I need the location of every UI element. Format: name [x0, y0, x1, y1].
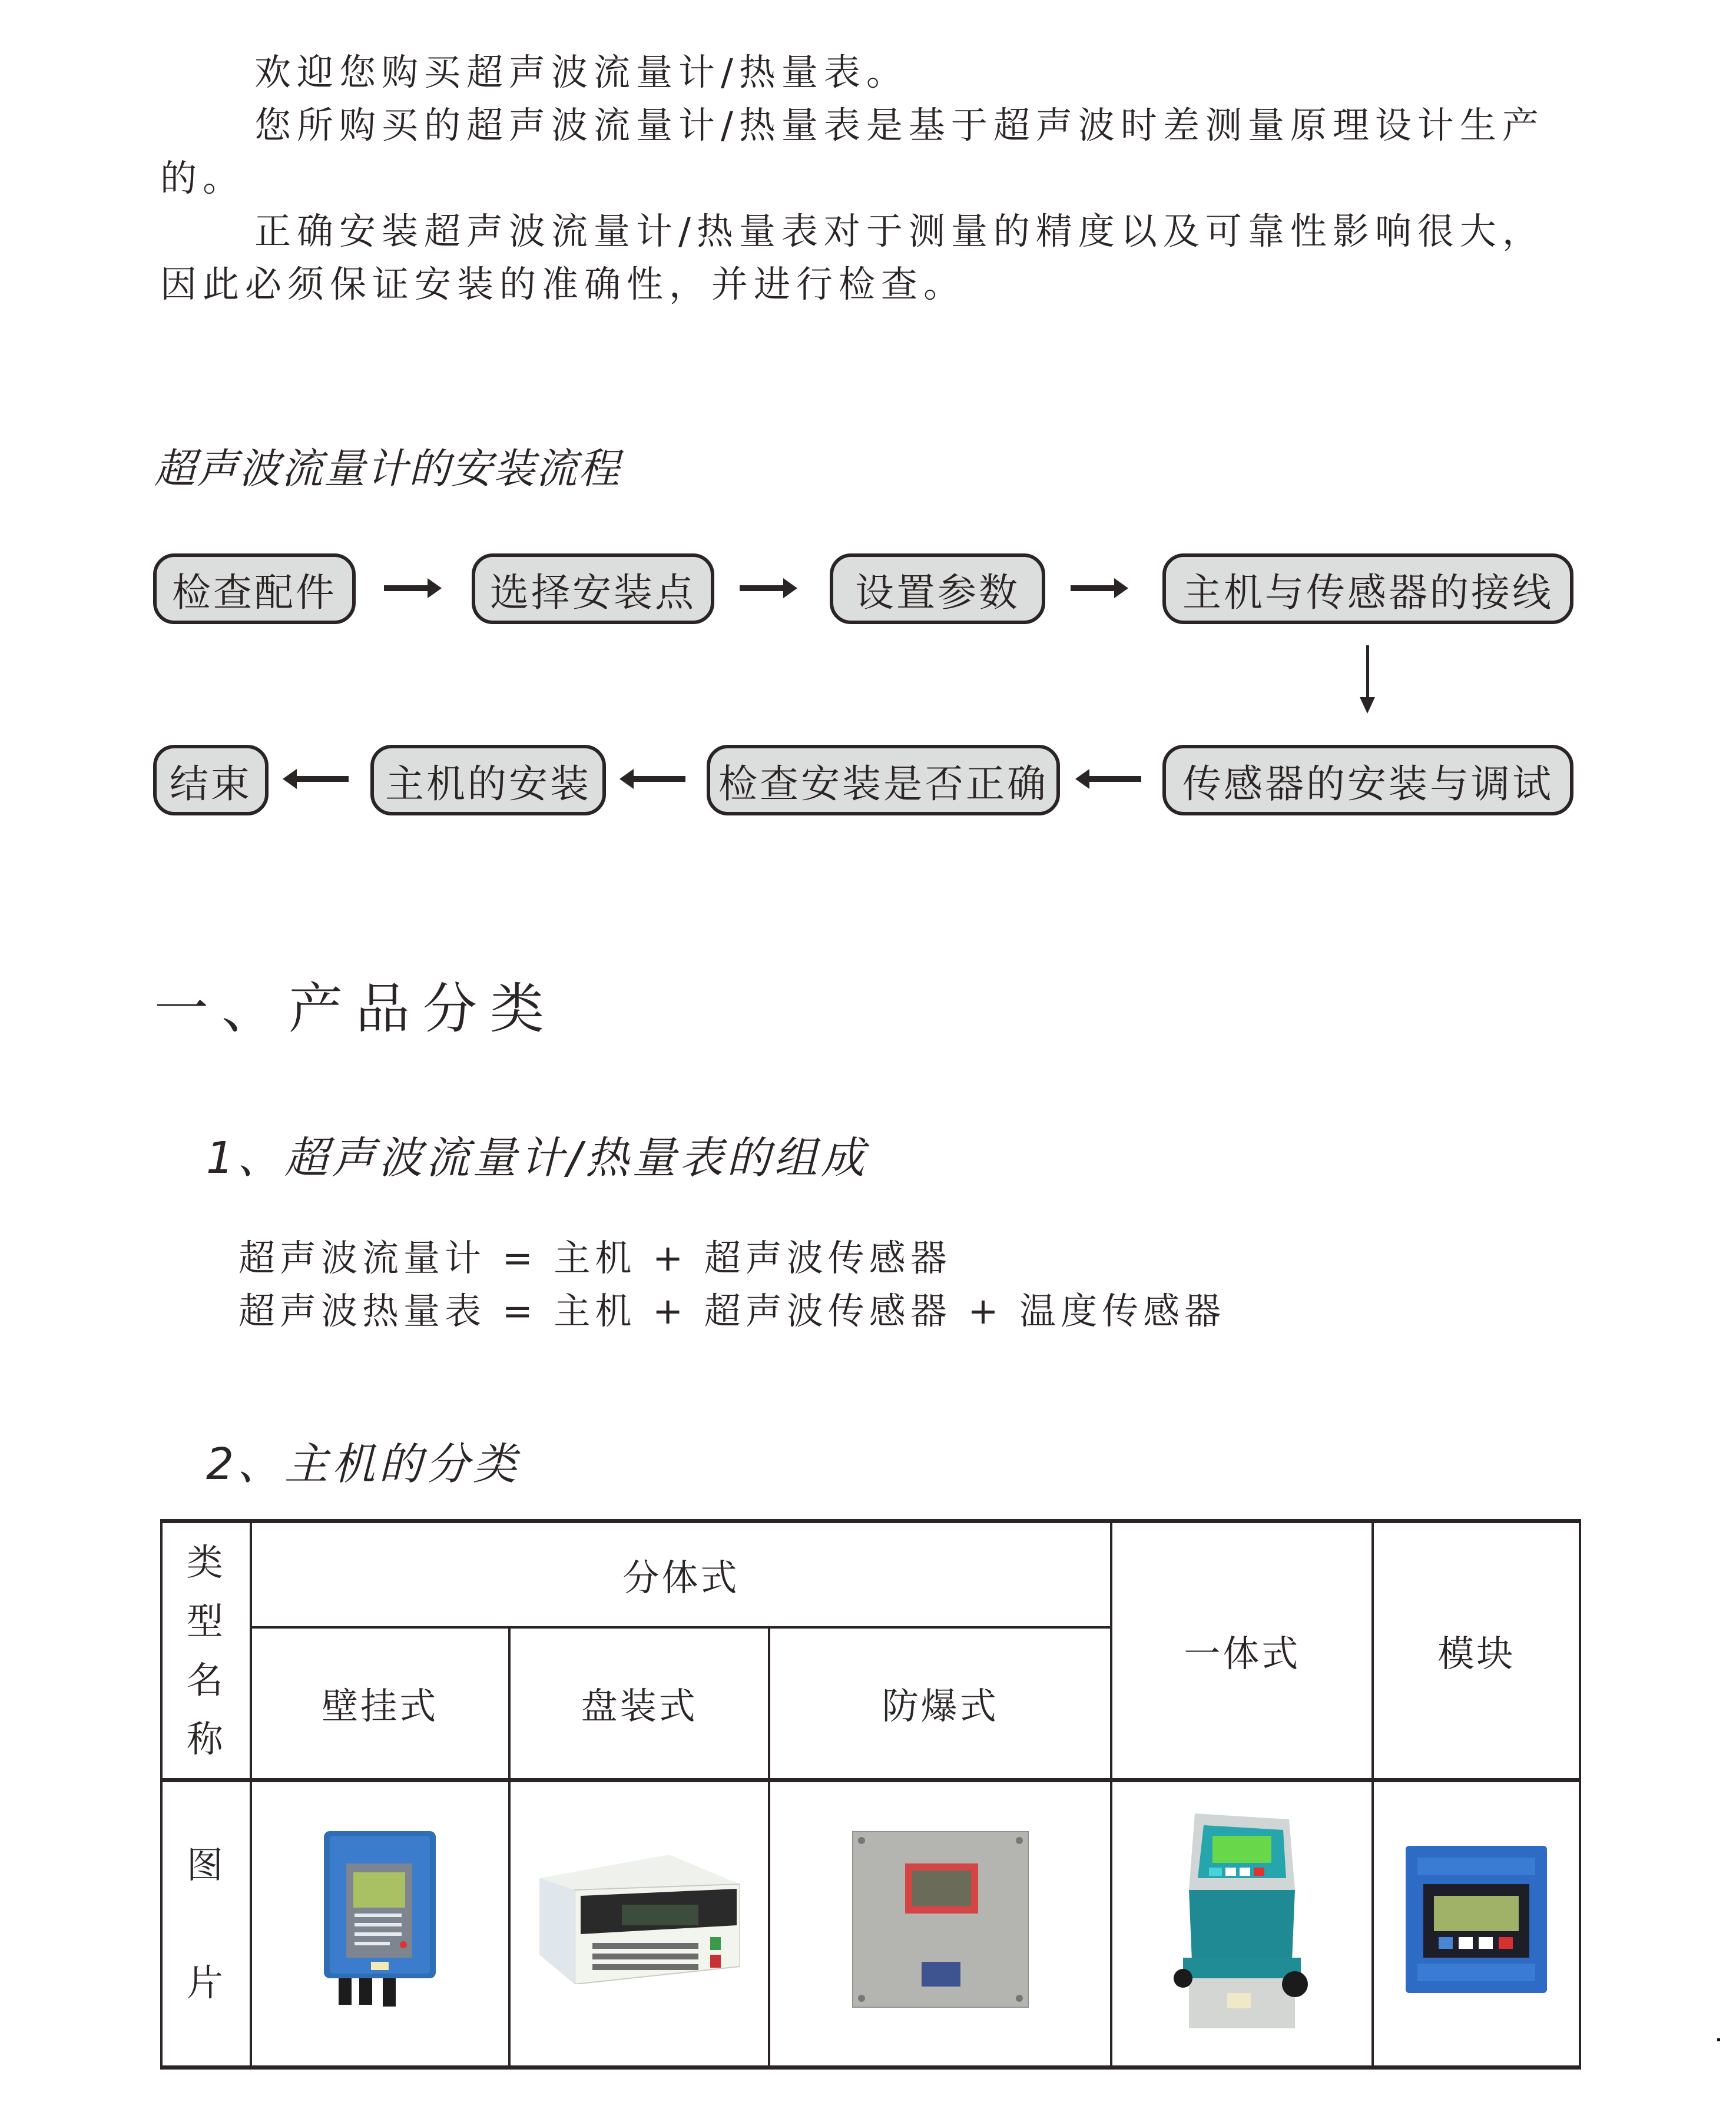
composition-formulas	[238, 1232, 1225, 1338]
type-wall-mounted: 壁挂式	[251, 1627, 509, 1780]
flow-step-check-accessories: 检查配件	[153, 553, 356, 624]
arrow-left-icon	[1087, 776, 1141, 782]
subsection-heading-composition: 1、超声波流量计/热量表的组成	[206, 1133, 869, 1183]
flow-step-host-install: 主机的安装	[370, 745, 606, 815]
flow-step-select-site: 选择安装点	[472, 553, 714, 624]
arrow-down-icon	[1366, 645, 1369, 699]
section-heading: 一、产品分类	[154, 977, 558, 1040]
header-char: 名	[186, 1658, 226, 1702]
page-marker-dot	[1717, 2038, 1720, 2041]
module-host-image	[1373, 1780, 1580, 2068]
header-char: 片	[186, 1961, 226, 2004]
explosion-proof-host-icon	[852, 1831, 1029, 2008]
intro-paragraph: 您所购买的超声波流量计/热量表是基于超声波时差测量原理设计生产的。	[160, 104, 1545, 200]
integrated-host-icon	[1171, 1808, 1313, 2031]
arrow-right-icon	[1071, 585, 1117, 591]
panel-mounted-host-image	[509, 1780, 770, 2068]
header-char: 称	[186, 1717, 226, 1760]
flow-step-sensor-install: 传感器的安装与调试	[1162, 745, 1573, 815]
flow-step-wiring: 主机与传感器的接线	[1162, 553, 1573, 624]
wall-mounted-host-image	[251, 1780, 509, 2068]
module-host-icon	[1406, 1846, 1547, 1993]
type-explosion-proof: 防爆式	[769, 1627, 1111, 1780]
row-header-type-name	[161, 1521, 251, 1780]
group-split-type: 分体式	[251, 1521, 1112, 1627]
intro-text	[160, 46, 1585, 311]
intro-paragraph: 欢迎您购买超声波流量计/热量表。	[254, 51, 909, 94]
host-classification-table	[160, 1519, 1581, 2070]
flow-step-verify-install: 检查安装是否正确	[707, 745, 1060, 815]
intro-paragraph: 正确安装超声波流量计/热量表对于测量的精度以及可靠性影响很大，因此必须保证安装的准确性，并进行检查。	[160, 210, 1545, 306]
type-module: 模块	[1373, 1521, 1580, 1780]
panel-mounted-host-icon	[539, 1855, 740, 1984]
arrow-left-icon	[294, 776, 349, 782]
header-char: 型	[186, 1599, 226, 1643]
arrow-right-icon	[384, 585, 430, 591]
type-panel-mounted: 盘装式	[509, 1627, 770, 1780]
row-header-image	[161, 1780, 251, 2068]
header-char: 图	[186, 1843, 226, 1886]
formula-flowmeter: 超声波流量计 = 主机 + 超声波传感器	[238, 1236, 952, 1279]
formula-heatmeter: 超声波热量表 = 主机 + 超声波传感器 + 温度传感器	[238, 1289, 1226, 1332]
arrow-left-icon	[631, 776, 685, 782]
integrated-host-image	[1111, 1780, 1373, 2068]
type-integrated: 一体式	[1111, 1521, 1373, 1780]
flowchart-title: 超声波流量计的安装流程	[154, 445, 621, 493]
arrow-right-icon	[740, 585, 786, 591]
explosion-proof-host-image	[769, 1780, 1111, 2068]
header-char: 类	[186, 1540, 226, 1584]
flow-step-set-parameters: 设置参数	[830, 553, 1045, 624]
subsection-heading-host-types: 2、主机的分类	[206, 1439, 521, 1490]
flow-step-end: 结束	[153, 745, 269, 815]
wall-mounted-host-icon	[312, 1831, 448, 2008]
